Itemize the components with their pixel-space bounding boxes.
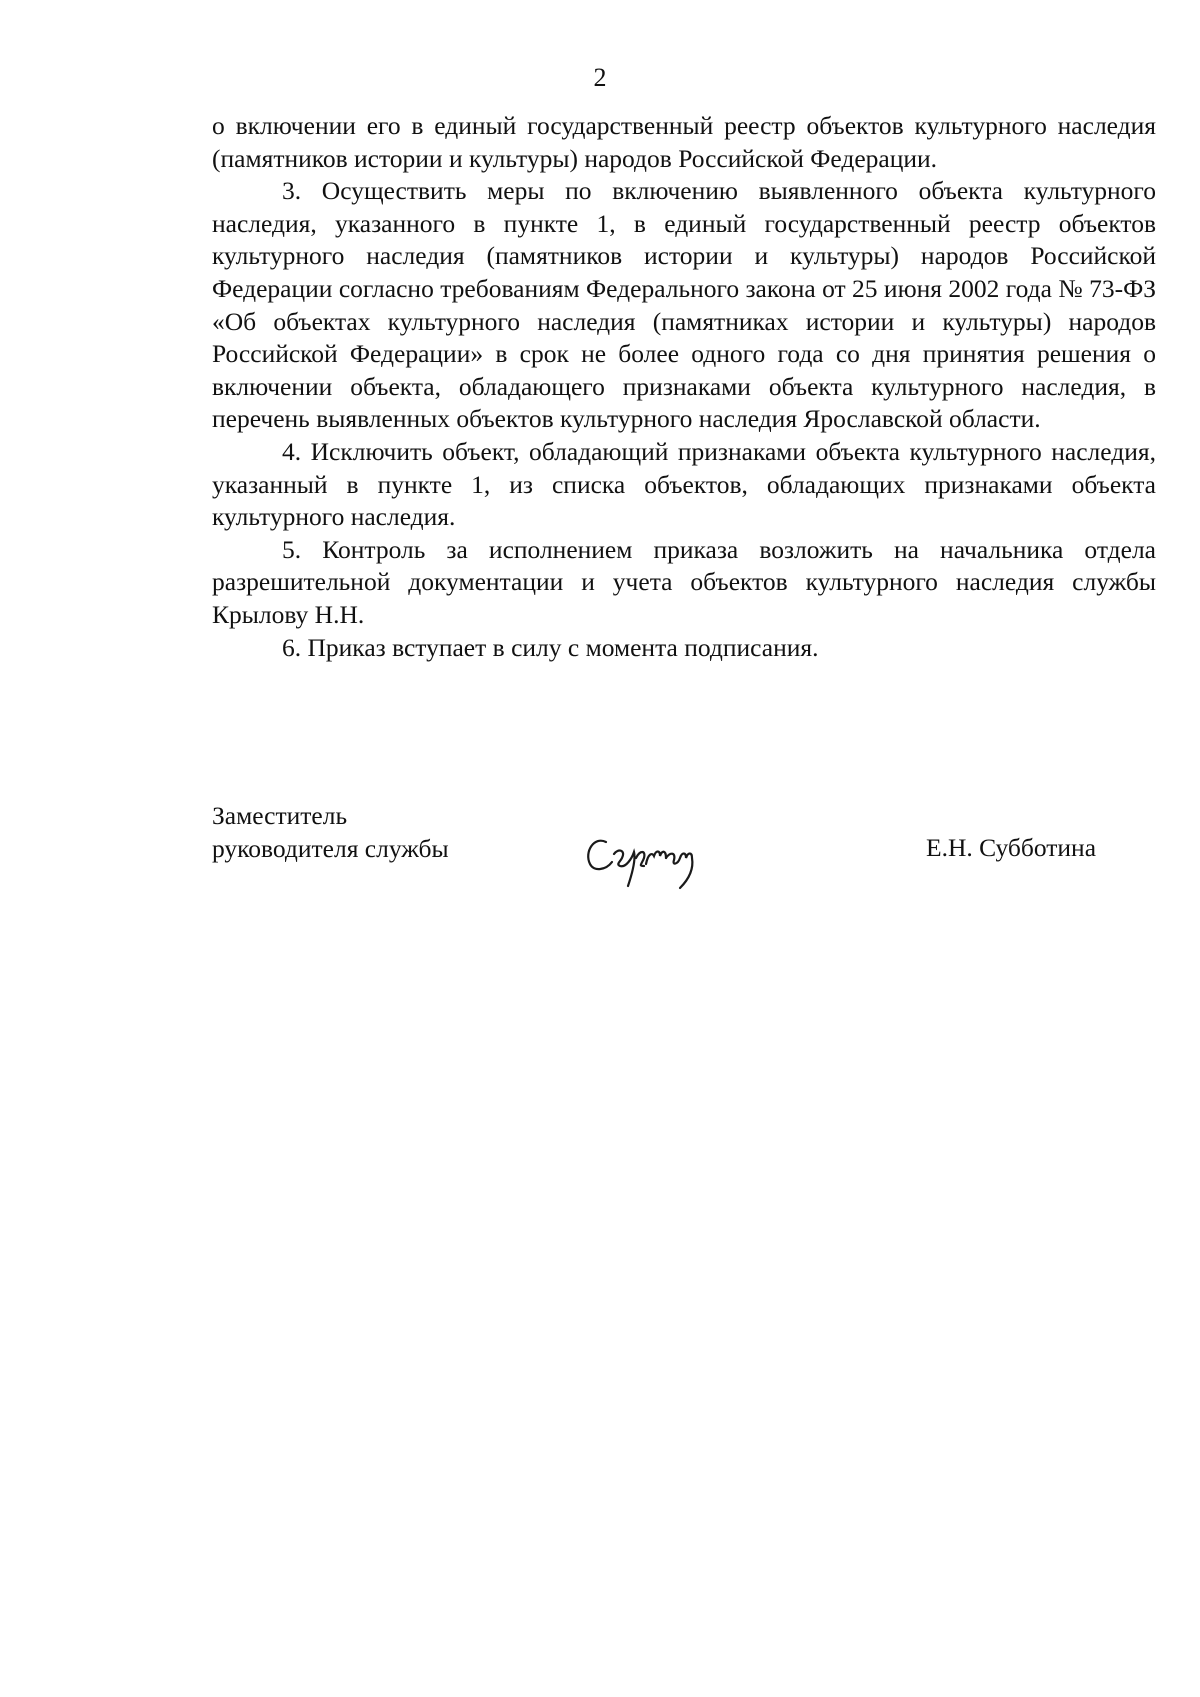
paragraph-item-4: 4. Исключить объект, обладающий признаками объекта культурного наследия, указанный в пункте 1, из списка объектов, обладающих признаками объекта культурного наследия.	[212, 436, 1156, 532]
signer-title-line-1: Заместитель	[212, 801, 348, 830]
document-body	[212, 110, 1156, 664]
signer-title-line-2: руководителя службы	[212, 833, 449, 863]
signer-name: Е.Н. Субботина	[926, 833, 1097, 862]
paragraph-continuation: о включении его в единый государственный реестр объектов культурного наследия (памятников истории и культуры) народов Российской Федерации.	[212, 111, 1156, 173]
paragraph-item-5: 5. Контроль за исполнением приказа возложить на начальника отдела разрешительной документации и учета объектов культурного наследия службы Крылову Н.Н.	[212, 534, 1156, 629]
signature-block	[0, 800, 1200, 900]
signer-title	[212, 800, 449, 865]
handwritten-signature	[580, 822, 710, 892]
page-number: 2	[593, 63, 607, 92]
paragraph-item-3: 3. Осуществить меры по включению выявленного объекта культурного наследия, указанного в пункте 1, в единый государственный реестр объектов культурного наследия (памятников истории и культуры) народов Российской Федерации согласно требованиям Федерального закона от 25 июня 2002 года № 73-ФЗ «Об объектах культурного наследия (памятниках истории и культуры) народов Российской Федерации» в срок не более одного года со дня принятия решения о включении объекта, обладающего признаками объекта культурного наследия, в перечень выявленных объектов культурного наследия Ярославской области.	[212, 176, 1156, 434]
paragraph-item-6: 6. Приказ вступает в силу с момента подписания.	[282, 632, 819, 662]
